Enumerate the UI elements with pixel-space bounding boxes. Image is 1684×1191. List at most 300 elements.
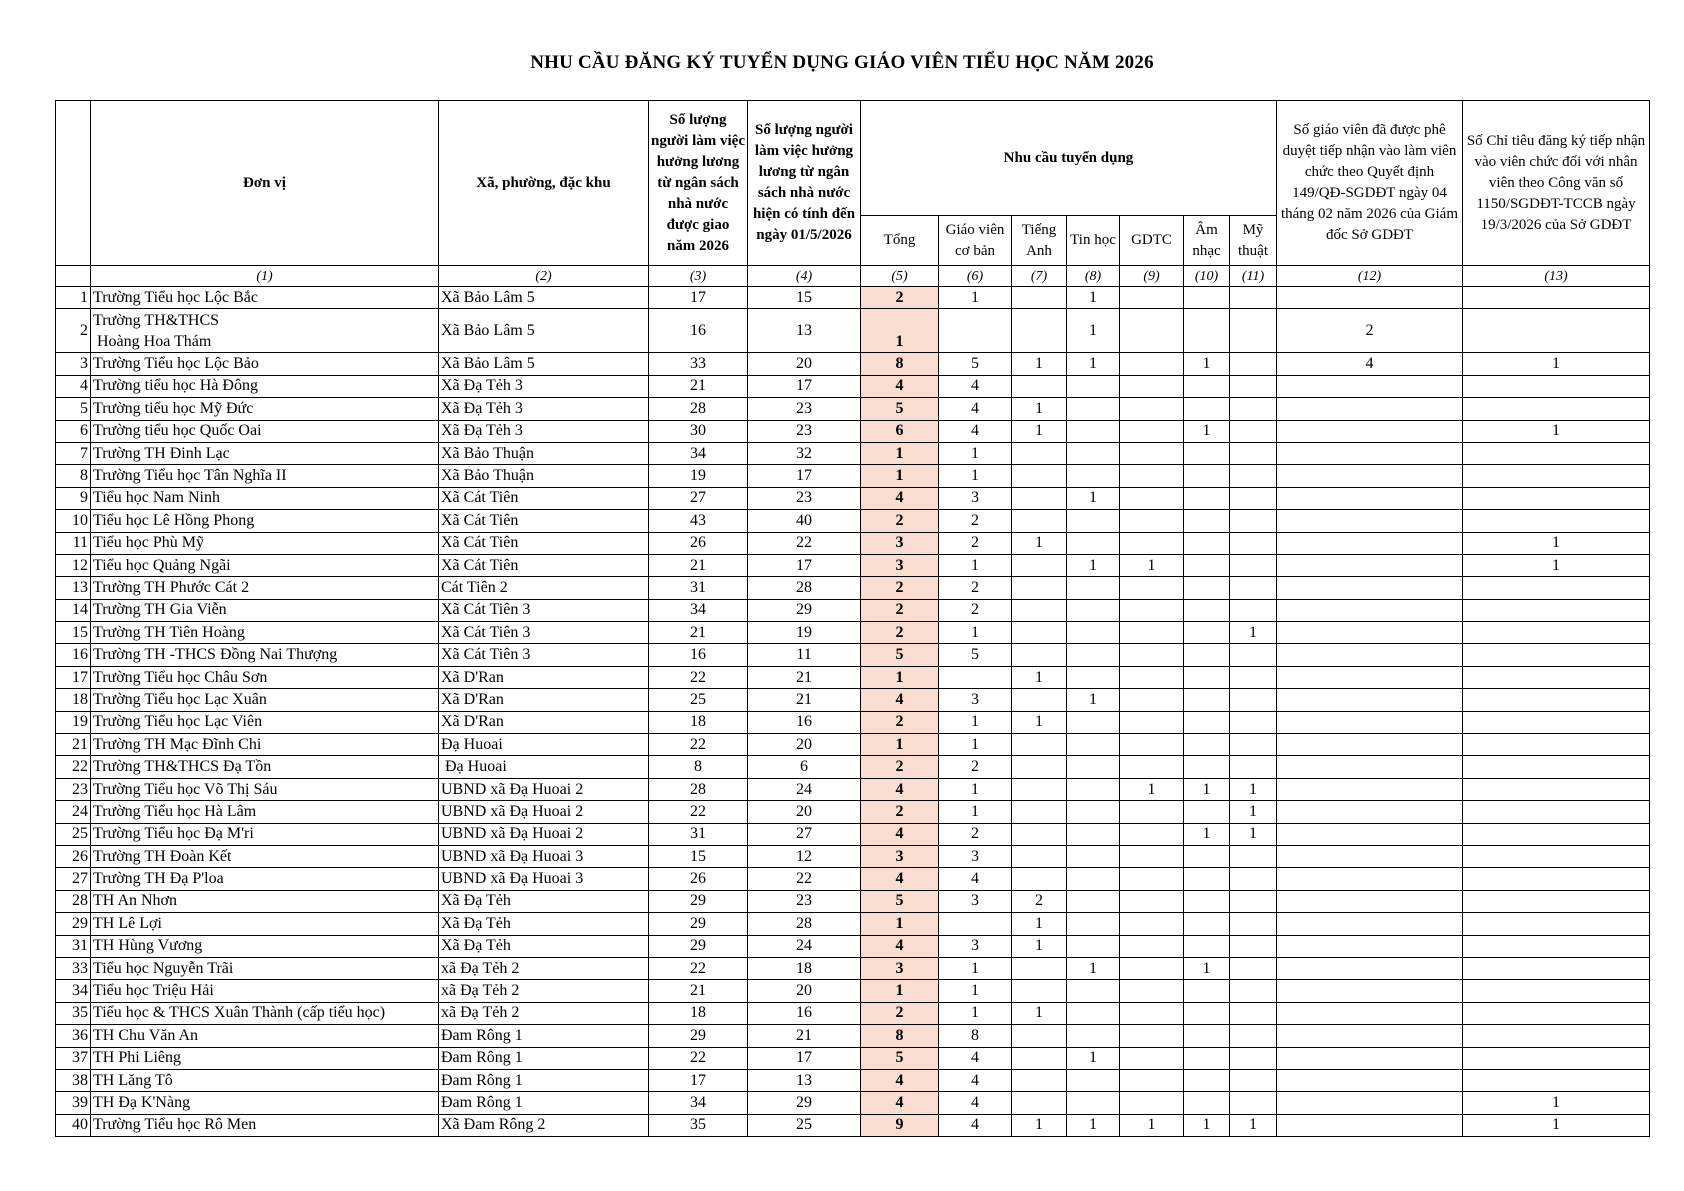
row-am-nhac xyxy=(1184,756,1230,778)
row-am-nhac xyxy=(1184,465,1230,487)
row-stt: 34 xyxy=(56,980,91,1002)
row-col13 xyxy=(1463,711,1650,733)
row-gdtc xyxy=(1120,666,1184,688)
table-row xyxy=(56,375,1650,397)
row-tong: 9 xyxy=(861,1114,939,1136)
row-col4: 11 xyxy=(748,644,861,666)
row-stt: 12 xyxy=(56,554,91,576)
row-gdtc xyxy=(1120,622,1184,644)
row-col4: 23 xyxy=(748,890,861,912)
row-tieng-anh xyxy=(1012,465,1067,487)
row-gdtc xyxy=(1120,1025,1184,1047)
row-col13 xyxy=(1463,599,1650,621)
row-my-thuat: 1 xyxy=(1230,1114,1277,1136)
row-col3: 21 xyxy=(649,375,748,397)
row-tin-hoc xyxy=(1067,778,1120,800)
row-col3: 25 xyxy=(649,689,748,711)
row-col12 xyxy=(1277,1069,1463,1091)
row-tong: 1 xyxy=(861,309,939,353)
row-xa: Xã Cát Tiên xyxy=(439,554,649,576)
row-stt: 8 xyxy=(56,465,91,487)
row-tong: 4 xyxy=(861,689,939,711)
table-row xyxy=(56,980,1650,1002)
row-xa: xã Đạ Tẻh 2 xyxy=(439,980,649,1002)
column-number-empty xyxy=(56,266,91,287)
row-tieng-anh xyxy=(1012,1092,1067,1114)
row-am-nhac xyxy=(1184,689,1230,711)
row-my-thuat xyxy=(1230,711,1277,733)
row-gv-co-ban: 1 xyxy=(939,980,1012,1002)
row-gdtc xyxy=(1120,1069,1184,1091)
row-col4: 13 xyxy=(748,1069,861,1091)
row-gdtc xyxy=(1120,398,1184,420)
table-row xyxy=(56,554,1650,576)
row-gv-co-ban: 4 xyxy=(939,868,1012,890)
row-my-thuat xyxy=(1230,1047,1277,1069)
row-col4: 21 xyxy=(748,1025,861,1047)
row-gv-co-ban: 1 xyxy=(939,465,1012,487)
row-unit: Tiểu học Nam Ninh xyxy=(91,487,439,509)
row-my-thuat xyxy=(1230,510,1277,532)
row-col13 xyxy=(1463,666,1650,688)
row-col4: 23 xyxy=(748,487,861,509)
table-row xyxy=(56,734,1650,756)
row-tong: 3 xyxy=(861,957,939,979)
row-tin-hoc xyxy=(1067,823,1120,845)
row-xa: Xã Cát Tiên xyxy=(439,487,649,509)
row-unit-line: Trường TH&THCS xyxy=(93,311,220,329)
row-xa: Xã Bảo Lâm 5 xyxy=(439,309,649,353)
row-col4: 17 xyxy=(748,1047,861,1069)
row-unit: Trường TH Đoàn Kết xyxy=(91,845,439,867)
table-row xyxy=(56,353,1650,375)
row-tin-hoc: 1 xyxy=(1067,1114,1120,1136)
row-tieng-anh xyxy=(1012,823,1067,845)
row-tieng-anh xyxy=(1012,577,1067,599)
row-col4: 20 xyxy=(748,801,861,823)
row-tieng-anh: 1 xyxy=(1012,913,1067,935)
row-tieng-anh: 1 xyxy=(1012,1002,1067,1024)
row-my-thuat xyxy=(1230,465,1277,487)
row-tong: 8 xyxy=(861,1025,939,1047)
row-gv-co-ban: 1 xyxy=(939,554,1012,576)
row-gv-co-ban: 1 xyxy=(939,1002,1012,1024)
tin-hoc-header: Tin học xyxy=(1067,216,1120,266)
row-gv-co-ban: 4 xyxy=(939,375,1012,397)
row-my-thuat xyxy=(1230,1002,1277,1024)
row-gv-co-ban: 5 xyxy=(939,353,1012,375)
row-unit xyxy=(91,309,439,353)
row-tieng-anh xyxy=(1012,1047,1067,1069)
row-col13 xyxy=(1463,375,1650,397)
row-col3: 30 xyxy=(649,420,748,442)
row-gdtc xyxy=(1120,420,1184,442)
row-tong: 4 xyxy=(861,487,939,509)
row-col4: 18 xyxy=(748,957,861,979)
row-am-nhac xyxy=(1184,622,1230,644)
row-gdtc xyxy=(1120,442,1184,464)
row-gdtc: 1 xyxy=(1120,778,1184,800)
nhu-cau-header: Nhu cầu tuyển dụng xyxy=(861,101,1277,216)
row-am-nhac xyxy=(1184,935,1230,957)
row-col13 xyxy=(1463,689,1650,711)
table-row xyxy=(56,465,1650,487)
row-tieng-anh: 1 xyxy=(1012,711,1067,733)
column-number: (11) xyxy=(1230,266,1277,287)
row-stt: 18 xyxy=(56,689,91,711)
row-col12 xyxy=(1277,420,1463,442)
row-gv-co-ban: 4 xyxy=(939,1047,1012,1069)
row-tin-hoc xyxy=(1067,465,1120,487)
row-am-nhac xyxy=(1184,398,1230,420)
row-col4: 21 xyxy=(748,666,861,688)
xa-header: Xã, phường, đặc khu xyxy=(439,101,649,266)
row-unit: Trường TH Đinh Lạc xyxy=(91,442,439,464)
row-am-nhac xyxy=(1184,868,1230,890)
row-am-nhac xyxy=(1184,890,1230,912)
row-gv-co-ban: 1 xyxy=(939,957,1012,979)
row-col12 xyxy=(1277,1002,1463,1024)
row-gdtc xyxy=(1120,487,1184,509)
table-row xyxy=(56,666,1650,688)
row-col3: 35 xyxy=(649,1114,748,1136)
row-col12 xyxy=(1277,1092,1463,1114)
row-col13 xyxy=(1463,980,1650,1002)
row-gv-co-ban: 4 xyxy=(939,1114,1012,1136)
row-col12: 4 xyxy=(1277,353,1463,375)
table-row xyxy=(56,845,1650,867)
row-unit: TH Chu Văn An xyxy=(91,1025,439,1047)
row-col13 xyxy=(1463,957,1650,979)
row-my-thuat xyxy=(1230,487,1277,509)
row-gv-co-ban xyxy=(939,913,1012,935)
row-tin-hoc xyxy=(1067,644,1120,666)
row-col13: 1 xyxy=(1463,532,1650,554)
row-tin-hoc xyxy=(1067,599,1120,621)
row-col3: 21 xyxy=(649,980,748,1002)
row-tieng-anh xyxy=(1012,980,1067,1002)
row-col3: 18 xyxy=(649,1002,748,1024)
table-row xyxy=(56,644,1650,666)
column-number: (12) xyxy=(1277,266,1463,287)
row-col3: 34 xyxy=(649,442,748,464)
row-gv-co-ban: 4 xyxy=(939,420,1012,442)
row-gdtc xyxy=(1120,1002,1184,1024)
row-col12 xyxy=(1277,890,1463,912)
row-col3: 26 xyxy=(649,532,748,554)
row-tin-hoc xyxy=(1067,1002,1120,1024)
row-tieng-anh xyxy=(1012,599,1067,621)
row-col13 xyxy=(1463,287,1650,309)
row-gv-co-ban: 3 xyxy=(939,689,1012,711)
row-gv-co-ban: 3 xyxy=(939,845,1012,867)
row-gv-co-ban: 5 xyxy=(939,644,1012,666)
column-number: (13) xyxy=(1463,266,1650,287)
row-my-thuat xyxy=(1230,890,1277,912)
row-stt: 3 xyxy=(56,353,91,375)
row-unit: Tiểu học Phù Mỹ xyxy=(91,532,439,554)
row-xa: Xã D'Ran xyxy=(439,666,649,688)
row-am-nhac xyxy=(1184,845,1230,867)
row-col3: 26 xyxy=(649,868,748,890)
row-col13 xyxy=(1463,398,1650,420)
row-col13 xyxy=(1463,622,1650,644)
row-col3: 34 xyxy=(649,1092,748,1114)
row-unit: Trường tiểu học Mỹ Đức xyxy=(91,398,439,420)
row-stt: 11 xyxy=(56,532,91,554)
row-am-nhac xyxy=(1184,1069,1230,1091)
row-am-nhac: 1 xyxy=(1184,1114,1230,1136)
row-xa: Đam Rông 1 xyxy=(439,1047,649,1069)
row-gv-co-ban: 2 xyxy=(939,756,1012,778)
row-unit: Tiểu học & THCS Xuân Thành (cấp tiểu học) xyxy=(91,1002,439,1024)
row-unit: Trường Tiểu học Lộc Bắc xyxy=(91,287,439,309)
row-xa: Xã Cát Tiên 3 xyxy=(439,644,649,666)
row-tin-hoc xyxy=(1067,1092,1120,1114)
row-col3: 29 xyxy=(649,935,748,957)
row-tin-hoc: 1 xyxy=(1067,487,1120,509)
row-gdtc: 1 xyxy=(1120,1114,1184,1136)
col13-header: Số Chỉ tiêu đăng ký tiếp nhận vào viên chức đối với nhân viên theo Công văn số 1150/SGDĐT-TCCB ngày 19/3/2026 của Sở GDĐT xyxy=(1463,101,1650,266)
row-tin-hoc: 1 xyxy=(1067,554,1120,576)
row-gv-co-ban: 3 xyxy=(939,487,1012,509)
row-col13 xyxy=(1463,510,1650,532)
row-tong: 3 xyxy=(861,532,939,554)
table-row xyxy=(56,287,1650,309)
row-gv-co-ban: 1 xyxy=(939,442,1012,464)
column-number: (9) xyxy=(1120,266,1184,287)
row-tieng-anh xyxy=(1012,287,1067,309)
row-stt: 2 xyxy=(56,309,91,353)
row-tong: 4 xyxy=(861,1069,939,1091)
row-col12 xyxy=(1277,554,1463,576)
column-number: (2) xyxy=(439,266,649,287)
row-gv-co-ban: 1 xyxy=(939,801,1012,823)
row-stt: 33 xyxy=(56,957,91,979)
row-gdtc xyxy=(1120,287,1184,309)
row-col4: 28 xyxy=(748,913,861,935)
row-col13 xyxy=(1463,913,1650,935)
row-xa: Xã Cát Tiên xyxy=(439,532,649,554)
row-am-nhac xyxy=(1184,510,1230,532)
row-gdtc xyxy=(1120,890,1184,912)
row-xa: UBND xã Đạ Huoai 3 xyxy=(439,868,649,890)
row-my-thuat xyxy=(1230,398,1277,420)
row-gdtc xyxy=(1120,801,1184,823)
row-col13 xyxy=(1463,823,1650,845)
my-thuat-header: Mỹ thuật xyxy=(1230,216,1277,266)
column-number: (6) xyxy=(939,266,1012,287)
row-col3: 16 xyxy=(649,644,748,666)
row-gdtc xyxy=(1120,1047,1184,1069)
row-stt: 5 xyxy=(56,398,91,420)
row-gv-co-ban: 3 xyxy=(939,890,1012,912)
row-col4: 21 xyxy=(748,689,861,711)
row-col3: 31 xyxy=(649,823,748,845)
row-tieng-anh: 1 xyxy=(1012,353,1067,375)
row-tong: 2 xyxy=(861,599,939,621)
row-tin-hoc xyxy=(1067,845,1120,867)
row-col13 xyxy=(1463,487,1650,509)
row-am-nhac xyxy=(1184,913,1230,935)
row-unit: Trường TH -THCS Đồng Nai Thượng xyxy=(91,644,439,666)
table-row xyxy=(56,599,1650,621)
row-tin-hoc xyxy=(1067,1069,1120,1091)
row-my-thuat xyxy=(1230,1025,1277,1047)
row-unit: TH Lăng Tô xyxy=(91,1069,439,1091)
row-xa: Đạ Huoai xyxy=(439,734,649,756)
row-am-nhac xyxy=(1184,1002,1230,1024)
row-gdtc xyxy=(1120,1092,1184,1114)
row-xa: Xã Bảo Lâm 5 xyxy=(439,287,649,309)
row-unit: Trường TH Mạc Đĩnh Chi xyxy=(91,734,439,756)
row-tieng-anh xyxy=(1012,309,1067,353)
row-col4: 22 xyxy=(748,868,861,890)
row-xa: xã Đạ Tẻh 2 xyxy=(439,1002,649,1024)
row-col4: 16 xyxy=(748,1002,861,1024)
table-row xyxy=(56,622,1650,644)
row-xa: Đam Rông 1 xyxy=(439,1025,649,1047)
row-stt: 23 xyxy=(56,778,91,800)
row-gdtc xyxy=(1120,577,1184,599)
row-my-thuat xyxy=(1230,577,1277,599)
row-col4: 23 xyxy=(748,398,861,420)
row-tong: 2 xyxy=(861,622,939,644)
row-col3: 27 xyxy=(649,487,748,509)
row-my-thuat xyxy=(1230,935,1277,957)
row-am-nhac xyxy=(1184,554,1230,576)
row-col12 xyxy=(1277,1114,1463,1136)
row-col13 xyxy=(1463,1025,1650,1047)
row-col3: 29 xyxy=(649,890,748,912)
row-xa: Xã Bảo Lâm 5 xyxy=(439,353,649,375)
row-tin-hoc xyxy=(1067,756,1120,778)
row-tong: 2 xyxy=(861,711,939,733)
row-tin-hoc xyxy=(1067,666,1120,688)
row-col3: 28 xyxy=(649,778,748,800)
table-row xyxy=(56,823,1650,845)
row-col3: 22 xyxy=(649,734,748,756)
row-col3: 8 xyxy=(649,756,748,778)
row-tong: 4 xyxy=(861,375,939,397)
row-tin-hoc: 1 xyxy=(1067,1047,1120,1069)
row-tin-hoc: 1 xyxy=(1067,287,1120,309)
column-number: (8) xyxy=(1067,266,1120,287)
row-gdtc xyxy=(1120,957,1184,979)
row-am-nhac: 1 xyxy=(1184,353,1230,375)
row-col13 xyxy=(1463,778,1650,800)
row-col4: 25 xyxy=(748,1114,861,1136)
row-stt: 16 xyxy=(56,644,91,666)
row-tong: 2 xyxy=(861,577,939,599)
row-gdtc xyxy=(1120,375,1184,397)
row-unit: TH Lê Lợi xyxy=(91,913,439,935)
row-xa: Xã Bảo Thuận xyxy=(439,465,649,487)
row-unit: Tiểu học Lê Hồng Phong xyxy=(91,510,439,532)
row-tong: 2 xyxy=(861,756,939,778)
row-col12 xyxy=(1277,778,1463,800)
row-xa: Xã Đạ Tẻh 3 xyxy=(439,375,649,397)
row-tin-hoc: 1 xyxy=(1067,689,1120,711)
row-stt: 17 xyxy=(56,666,91,688)
row-col12 xyxy=(1277,711,1463,733)
row-unit: Trường TH Gia Viễn xyxy=(91,599,439,621)
row-col13: 1 xyxy=(1463,1114,1650,1136)
row-col4: 29 xyxy=(748,599,861,621)
table-row xyxy=(56,1002,1650,1024)
row-stt: 22 xyxy=(56,756,91,778)
row-tieng-anh xyxy=(1012,734,1067,756)
row-tin-hoc xyxy=(1067,532,1120,554)
row-am-nhac xyxy=(1184,577,1230,599)
row-col3: 29 xyxy=(649,1025,748,1047)
row-tong: 4 xyxy=(861,823,939,845)
row-my-thuat: 1 xyxy=(1230,778,1277,800)
row-tong: 1 xyxy=(861,666,939,688)
row-col3: 17 xyxy=(649,287,748,309)
row-gdtc xyxy=(1120,868,1184,890)
row-stt: 36 xyxy=(56,1025,91,1047)
row-col12 xyxy=(1277,845,1463,867)
col12-header: Số giáo viên đã được phê duyệt tiếp nhận vào làm viên chức theo Quyết định 149/QĐ-SGDĐT ngày 04 tháng 02 năm 2026 của Giám đốc Sở GDĐT xyxy=(1277,101,1463,266)
row-my-thuat xyxy=(1230,554,1277,576)
row-xa: Xã Đạ Tẻh 3 xyxy=(439,398,649,420)
row-gv-co-ban: 8 xyxy=(939,1025,1012,1047)
row-unit: TH Phi Liêng xyxy=(91,1047,439,1069)
row-my-thuat: 1 xyxy=(1230,801,1277,823)
row-col12 xyxy=(1277,935,1463,957)
row-xa: UBND xã Đạ Huoai 2 xyxy=(439,778,649,800)
row-xa: Đạ Huoai xyxy=(439,756,649,778)
row-tong: 5 xyxy=(861,644,939,666)
row-am-nhac: 1 xyxy=(1184,420,1230,442)
row-col4: 17 xyxy=(748,375,861,397)
row-my-thuat xyxy=(1230,309,1277,353)
row-unit: Trường tiểu học Hà Đông xyxy=(91,375,439,397)
row-tieng-anh: 1 xyxy=(1012,935,1067,957)
row-col4: 19 xyxy=(748,622,861,644)
row-col4: 16 xyxy=(748,711,861,733)
row-tin-hoc xyxy=(1067,398,1120,420)
row-col3: 28 xyxy=(649,398,748,420)
row-am-nhac xyxy=(1184,666,1230,688)
row-tong: 2 xyxy=(861,510,939,532)
row-gv-co-ban: 2 xyxy=(939,599,1012,621)
table-row xyxy=(56,689,1650,711)
row-col13: 1 xyxy=(1463,554,1650,576)
row-xa: Xã Đạ Tẻh xyxy=(439,935,649,957)
row-xa: UBND xã Đạ Huoai 2 xyxy=(439,823,649,845)
column-number: (5) xyxy=(861,266,939,287)
row-my-thuat xyxy=(1230,756,1277,778)
table-row xyxy=(56,778,1650,800)
row-stt: 10 xyxy=(56,510,91,532)
row-tieng-anh xyxy=(1012,756,1067,778)
row-unit: Trường Tiểu học Hà Lâm xyxy=(91,801,439,823)
row-col3: 22 xyxy=(649,957,748,979)
row-xa: Đam Rông 1 xyxy=(439,1092,649,1114)
row-col12 xyxy=(1277,1047,1463,1069)
don-vi-header: Đơn vị xyxy=(91,101,439,266)
row-col4: 17 xyxy=(748,554,861,576)
row-tin-hoc xyxy=(1067,420,1120,442)
table-row xyxy=(56,1114,1650,1136)
row-col3: 31 xyxy=(649,577,748,599)
row-col13: 1 xyxy=(1463,1092,1650,1114)
row-gv-co-ban: 3 xyxy=(939,935,1012,957)
row-gdtc xyxy=(1120,599,1184,621)
row-gv-co-ban: 2 xyxy=(939,532,1012,554)
